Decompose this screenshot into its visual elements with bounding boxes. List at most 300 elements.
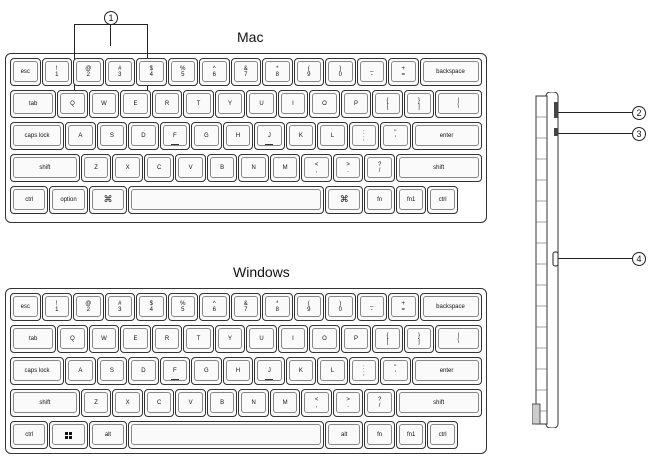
key-label: X [125,164,130,171]
key-a [65,122,96,150]
key-label: F [173,367,177,374]
key-symbol [325,293,356,321]
key-d [128,357,159,385]
key-j [254,357,285,385]
key-label: X [125,399,130,406]
key-label: W [101,100,107,107]
key-g [191,122,222,150]
key-label: S [109,367,114,374]
key-b [207,389,238,417]
key-sublabel: 6 [212,307,216,313]
key-label: } [417,332,420,339]
key-sublabel: ; [363,371,365,377]
key-fn [364,186,395,214]
key-sublabel: 0 [338,72,342,78]
homing-bump [265,379,273,380]
homing-bump [171,144,179,145]
key-q [57,325,88,353]
key-label: K [298,132,303,139]
key-label: ctrl [25,196,34,203]
key-shift [396,154,482,182]
callout-4-line [558,258,632,259]
key-label: fn1 [406,431,416,438]
key-symbol [333,389,364,417]
key-h [223,122,254,150]
key-ctrl [427,421,458,449]
key-f [160,357,191,385]
key-label: % [180,300,186,307]
key-symbol [136,58,167,86]
key-option [49,186,87,214]
key-sublabel: 5 [181,307,185,313]
key-label: shift [39,399,51,406]
key-shift [10,389,80,417]
key-label: < [314,396,319,403]
key-space [128,186,324,214]
key-u [246,90,277,118]
key-label: & [243,65,248,72]
key-label: E [133,100,138,107]
key-label: & [243,300,248,307]
key-symbol [372,325,403,353]
key-symbol [435,90,481,118]
key-label: shift [433,399,445,406]
key-label: ) [339,300,342,307]
key-symbol [168,58,199,86]
key-label: > [346,396,350,403]
key-symbol [380,357,411,385]
key-p [341,90,372,118]
key-label: N [251,164,256,171]
key-y [215,90,246,118]
homing-bump [171,379,179,380]
key-backspace [420,293,482,321]
key-label: O [322,100,327,107]
key-n [238,154,269,182]
key-label: enter [439,132,454,139]
key-s [97,122,128,150]
key-sublabel: 3 [118,72,122,78]
key-label: H [235,132,241,139]
key-label: alt [341,431,348,438]
key-label: P [353,100,358,107]
key-sublabel: ] [418,339,420,345]
key-esc [10,293,41,321]
key-symbol [380,122,411,150]
key-sublabel: 1 [55,72,59,78]
key-enter [412,122,482,150]
key-label: C [156,164,162,171]
key-label: Y [227,100,232,107]
key-label: | [457,332,460,339]
key-win [49,421,87,449]
key-label: fn1 [406,196,416,203]
key-label: L [330,132,335,139]
key-b [207,154,238,182]
key-z [81,389,112,417]
key-sublabel: 9 [307,72,311,78]
key-sublabel: 4 [149,72,153,78]
key-label: D [141,132,146,139]
key-label: : [363,129,365,136]
key-sublabel: 5 [181,72,185,78]
key-sublabel: , [315,403,318,409]
key-label: shift [39,164,51,171]
key-c [144,389,175,417]
key-label: E [133,335,138,342]
key-label: V [188,164,193,171]
key-label: caps lock [24,367,50,374]
key-sublabel: \ [457,104,460,110]
key-label: G [204,367,209,374]
key-label: T [196,335,201,342]
key-label: < [314,161,319,168]
key-symbol [262,58,293,86]
key-label: $ [149,65,153,72]
key-v [175,389,206,417]
key-label: fn [377,431,383,438]
key-symbol [262,293,293,321]
key-sublabel: . [347,168,349,174]
key-label: Z [94,164,98,171]
key-label: M [282,399,288,406]
callout-3: 3 [632,127,646,141]
key-label: ( [307,65,310,72]
key-label: Y [227,335,232,342]
key-symbol [89,186,127,214]
key-k [286,122,317,150]
key-a [65,357,96,385]
key-r [152,90,183,118]
key-symbol [349,357,380,385]
key-symbol [42,293,73,321]
key-tab [10,325,56,353]
key-label: + [401,65,405,72]
key-symbol [364,389,395,417]
key-n [238,389,269,417]
key-symbol [349,122,380,150]
key-ctrl [10,421,48,449]
key-symbol [136,293,167,321]
key-sublabel: ; [363,136,365,142]
key-label: @ [85,300,92,307]
callout-1: 1 [104,11,118,25]
key-u [246,325,277,353]
key-label: J [267,367,271,374]
key-j [254,122,285,150]
key-s [97,357,128,385]
keycap-top [131,189,321,210]
key-symbol [333,154,364,182]
keyboard-side-view [532,92,562,428]
key-label: ^ [212,300,216,307]
callout-2: 2 [632,106,646,120]
key-label: D [141,367,146,374]
key-sublabel: 8 [275,72,279,78]
key-sublabel: \ [457,339,460,345]
key-label: B [220,399,225,406]
key-label: T [196,100,201,107]
key-label: $ [149,300,153,307]
key-label: V [188,399,193,406]
key-sublabel: 6 [212,72,216,78]
callout-1-line-right [110,24,148,25]
key-r [152,325,183,353]
key-caps-lock [10,122,64,150]
key-d [128,122,159,150]
key-label: R [164,100,170,107]
keycap-top [131,424,321,445]
windows-title: Windows [233,264,290,280]
key-label: Q [70,100,75,107]
key-symbol [168,293,199,321]
key-ctrl [427,186,458,214]
callout-2-line [558,112,632,113]
callout-3-line [558,133,632,134]
key-ctrl [10,186,48,214]
key-label: tab [28,100,38,107]
key-sublabel: . [347,403,349,409]
key-sublabel: , [315,168,318,174]
key-symbol [42,58,73,86]
key-label: K [298,367,303,374]
key-label: option [60,196,77,203]
key-sublabel: 4 [149,307,153,313]
key-t [183,325,214,353]
key-esc [10,58,41,86]
key-label: @ [85,65,92,72]
key-label: " [394,364,397,371]
key-x [112,154,143,182]
key-sublabel: ] [418,104,420,110]
key-label: caps lock [24,132,50,139]
key-sublabel: 0 [338,307,342,313]
key-label: U [259,100,264,107]
key-label: ? [377,161,382,168]
key-sublabel: [ [386,339,389,345]
key-sublabel: 3 [118,307,122,313]
key-symbol [231,58,262,86]
key-label: fn [377,196,383,203]
key-backspace [420,58,482,86]
key-label: : [363,364,365,371]
key-space [128,421,324,449]
key-label: A [78,132,83,139]
key-label: L [330,367,335,374]
key-label: R [164,335,170,342]
key-symbol [105,293,136,321]
key-i [278,325,309,353]
key-label: * [276,300,279,307]
key-symbol [325,58,356,86]
key-c [144,154,175,182]
key-label: Q [70,335,75,342]
key-label: ⌘ [339,194,349,205]
key-sublabel: [ [386,104,389,110]
key-sublabel: 9 [307,307,311,313]
key-sublabel: - [370,72,373,78]
key-sublabel: = [401,307,405,313]
key-symbol [388,293,419,321]
key-y [215,325,246,353]
key-label: I [292,100,294,107]
key-sublabel: 1 [55,307,59,313]
key-label: ^ [212,65,216,72]
key-w [89,90,120,118]
key-fn1 [396,421,427,449]
key-o [309,325,340,353]
key-symbol [301,389,332,417]
key-v [175,154,206,182]
key-label: ! [55,65,58,72]
key-label: _ [370,65,374,72]
key-w [89,325,120,353]
key-z [81,154,112,182]
key-symbol [357,293,388,321]
key-p [341,325,372,353]
key-label: } [417,97,420,104]
key-label: U [259,335,264,342]
key-label: # [118,300,122,307]
key-symbol [388,58,419,86]
key-e [120,325,151,353]
key-g [191,357,222,385]
key-shift [396,389,482,417]
key-symbol [325,186,363,214]
key-symbol [199,293,230,321]
key-sublabel: = [401,72,405,78]
key-symbol [294,293,325,321]
callout-4: 4 [632,252,646,266]
key-symbol [73,293,104,321]
key-alt [325,421,363,449]
key-e [120,90,151,118]
key-sublabel: / [378,403,381,409]
key-sublabel: 8 [275,307,279,313]
key-label: % [180,65,186,72]
key-symbol [231,293,262,321]
key-symbol [404,325,435,353]
key-t [183,90,214,118]
key-label: esc [20,303,30,310]
callout-1-line-left [74,24,110,25]
key-shift [10,154,80,182]
callout-1-line [110,24,111,46]
key-label: A [78,367,83,374]
key-label: ) [339,65,342,72]
key-label: shift [433,164,445,171]
key-sublabel: 2 [86,307,90,313]
key-symbol [435,325,481,353]
key-label: M [282,164,288,171]
key-caps-lock [10,357,64,385]
key-label: I [292,335,294,342]
key-label: N [251,399,256,406]
key-label: tab [28,335,38,342]
key-o [309,90,340,118]
key-alt [89,421,127,449]
key-label: ctrl [438,196,447,203]
key-sublabel: / [378,168,381,174]
key-label: B [220,164,225,171]
key-label: alt [104,431,112,438]
key-label: ! [55,300,58,307]
key-h [223,357,254,385]
key-label: P [353,335,358,342]
key-label: > [346,161,350,168]
mac-title: Mac [237,29,264,45]
key-label: backspace [436,68,465,75]
key-label: ⌘ [103,194,113,205]
key-m [270,154,301,182]
key-symbol [73,58,104,86]
key-label: Z [94,399,98,406]
key-fn [364,421,395,449]
key-label: G [204,132,209,139]
key-label: S [109,132,114,139]
key-sublabel: - [370,307,373,313]
key-label: F [173,132,177,139]
key-label: H [235,367,241,374]
key-symbol [372,90,403,118]
key-symbol [294,58,325,86]
key-q [57,90,88,118]
key-tab [10,90,56,118]
key-label: backspace [436,303,465,310]
key-symbol [301,154,332,182]
key-symbol [105,58,136,86]
key-label: O [322,335,327,342]
keycap-top [52,424,84,445]
key-sublabel: 7 [244,72,248,78]
key-label: { [386,332,389,339]
key-sublabel: 2 [86,72,90,78]
key-enter [412,357,482,385]
key-label: ctrl [438,431,447,438]
key-label: ctrl [25,431,34,438]
key-l [317,122,348,150]
key-f [160,122,191,150]
key-label: # [118,65,122,72]
homing-bump [265,144,273,145]
key-label: _ [370,300,374,307]
key-label: " [394,129,397,136]
key-symbol [357,58,388,86]
key-sublabel: ' [394,371,396,377]
key-i [278,90,309,118]
key-label: ( [307,300,310,307]
key-label: enter [439,367,454,374]
key-symbol [364,154,395,182]
key-symbol [404,90,435,118]
key-label: esc [20,68,30,75]
key-label: ? [377,396,382,403]
key-label: C [156,399,162,406]
key-label: | [457,97,460,104]
key-x [112,389,143,417]
key-l [317,357,348,385]
key-label: W [101,335,107,342]
key-sublabel: 7 [244,307,248,313]
key-label: + [401,300,405,307]
key-label: { [386,97,389,104]
key-fn1 [396,186,427,214]
key-k [286,357,317,385]
key-sublabel: ' [394,136,396,142]
key-label: J [267,132,271,139]
key-label: * [276,65,279,72]
key-symbol [199,58,230,86]
